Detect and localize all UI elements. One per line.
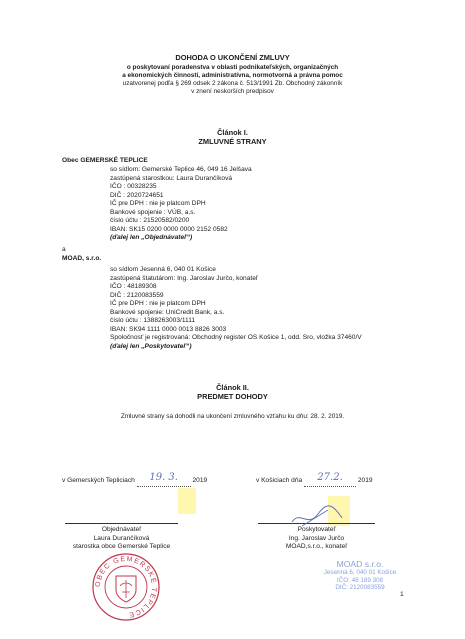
sign-right-title: MOAD,s.r.o., konateľ [285, 543, 348, 550]
date-right-handwritten: 27.2. [317, 472, 343, 483]
seal-ring-text: OBEC GEMERSKÉ TEPLICE [94, 555, 158, 619]
article-1-name: ZMLUVNÉ STRANY [198, 137, 267, 146]
stamp-company-name: MOAD s.r.o. [336, 559, 384, 569]
party-2-dic: DIČ : 2120083559 [110, 291, 164, 299]
place-right-year: 2019 [357, 477, 373, 484]
party-1-ico: IČO : 00328235 [110, 183, 157, 190]
municipal-seal [91, 552, 161, 622]
place-right-prefix: v Košiciach dňa [256, 477, 303, 484]
party-2-registration: Spoločnosť je registrovaná: Obchodný register OS Košice 1, odd. Sro, vložka 37460/V [110, 334, 362, 341]
place-date-left [62, 472, 208, 487]
party-2-alias: (ďalej len „Poskytovateľ“) [110, 342, 192, 350]
place-left-year: 2019 [192, 477, 208, 484]
company-stamp [310, 559, 410, 592]
party-2-vat: IČ pre DPH : nie je platcom DPH [110, 300, 206, 307]
legal-basis-line-2: v znení neskorších predpisov [191, 88, 274, 95]
party-1-vat: IČ pre DPH : nie je platcom DPH [110, 200, 206, 207]
party-2-iban: IBAN: SK94 1111 0000 0013 8826 3003 [110, 325, 227, 333]
place-left-prefix: v Gemerských Tepliciach [62, 477, 135, 484]
conjunction: a [62, 246, 66, 253]
sign-left-title: starostka obce Gemerské Teplice [72, 543, 171, 550]
party-2-account: číslo účtu : 1388263003/1111 [110, 317, 196, 324]
date-left-handwritten: 19. 3. [149, 472, 178, 483]
legal-basis-line-1: uzatvorenej podľa § 269 odsek 2 zákona č. 513/1991 Zb. Obchodný zákonník [122, 80, 343, 87]
place-date-right [256, 472, 373, 487]
article-2-name: PREDMET DOHODY [197, 392, 268, 401]
party-2-ico: IČO : 48189308 [110, 283, 157, 290]
party-1-address: so sídlom: Gemerské Teplice 46, 049 16 Jelšava [110, 166, 252, 173]
document-subtitle-line-2: a ekonomických činností, administratívna, normotvorná a právna pomoc [122, 72, 343, 79]
stamp-ico: IČO: 48 189 308 [336, 576, 384, 584]
party-2-name: MOAD, s.r.o. [62, 255, 102, 262]
sign-left-name: Laura Durančíková [93, 534, 150, 542]
party-1-name: Obec GEMERSKÉ TEPLICE [62, 157, 148, 164]
party-1-representative: zastúpená starostkou: Laura Durančíková [110, 174, 233, 182]
article-1-heading: Článok I. [217, 128, 248, 137]
party-1-bank: Bankové spojenie : VÚB, a.s. [110, 208, 196, 216]
sign-right-role: Poskytovateľ [297, 526, 336, 533]
sign-left-role: Objednávateľ [101, 526, 142, 533]
document-subtitle-line-1: o poskytovaní poradenstva v oblasti podnikateľských, organizačných [126, 64, 339, 71]
party-1-account: číslo účtu : 21520582/0200 [110, 217, 190, 224]
page-number: 1 [400, 591, 404, 598]
signature-highlight-left [178, 488, 196, 514]
document-title: DOHODA O UKONČENÍ ZMLUVY [175, 53, 290, 62]
party-2-representative: zastúpená štatutárom: Ing. Jaroslav Jurčo, konateľ [110, 274, 258, 282]
agreement-text: Zmluvné strany sa dohodli na ukončení zmluvného vzťahu ku dňu: 28. 2. 2019. [120, 413, 345, 420]
party-2-address: so sídlom Jesenná 6, 040 01 Košice [110, 266, 216, 273]
party-1-iban: IBAN: SK15 0200 0000 0000 2152 0582 [110, 225, 228, 233]
party-1-alias: (ďalej len „Objednávateľ“) [110, 234, 193, 241]
stamp-dic: DIČ: 2120083559 [335, 584, 385, 592]
date-right-field [304, 472, 356, 487]
svg-text:OBEC GEMERSKÉ TEPLICE [95, 556, 159, 618]
date-left-field [137, 472, 191, 487]
article-2-heading: Článok II. [216, 383, 249, 392]
sign-right-name: Ing. Jaroslav Jurčo [288, 534, 345, 542]
signature-line-left [65, 523, 178, 524]
party-2-bank: Bankové spojenie: UniCredit Bank, a.s. [110, 308, 225, 316]
party-1-dic: DIČ : 2020724651 [110, 191, 164, 199]
stamp-address: Jesenná 6, 040 01 Košice [323, 569, 397, 576]
